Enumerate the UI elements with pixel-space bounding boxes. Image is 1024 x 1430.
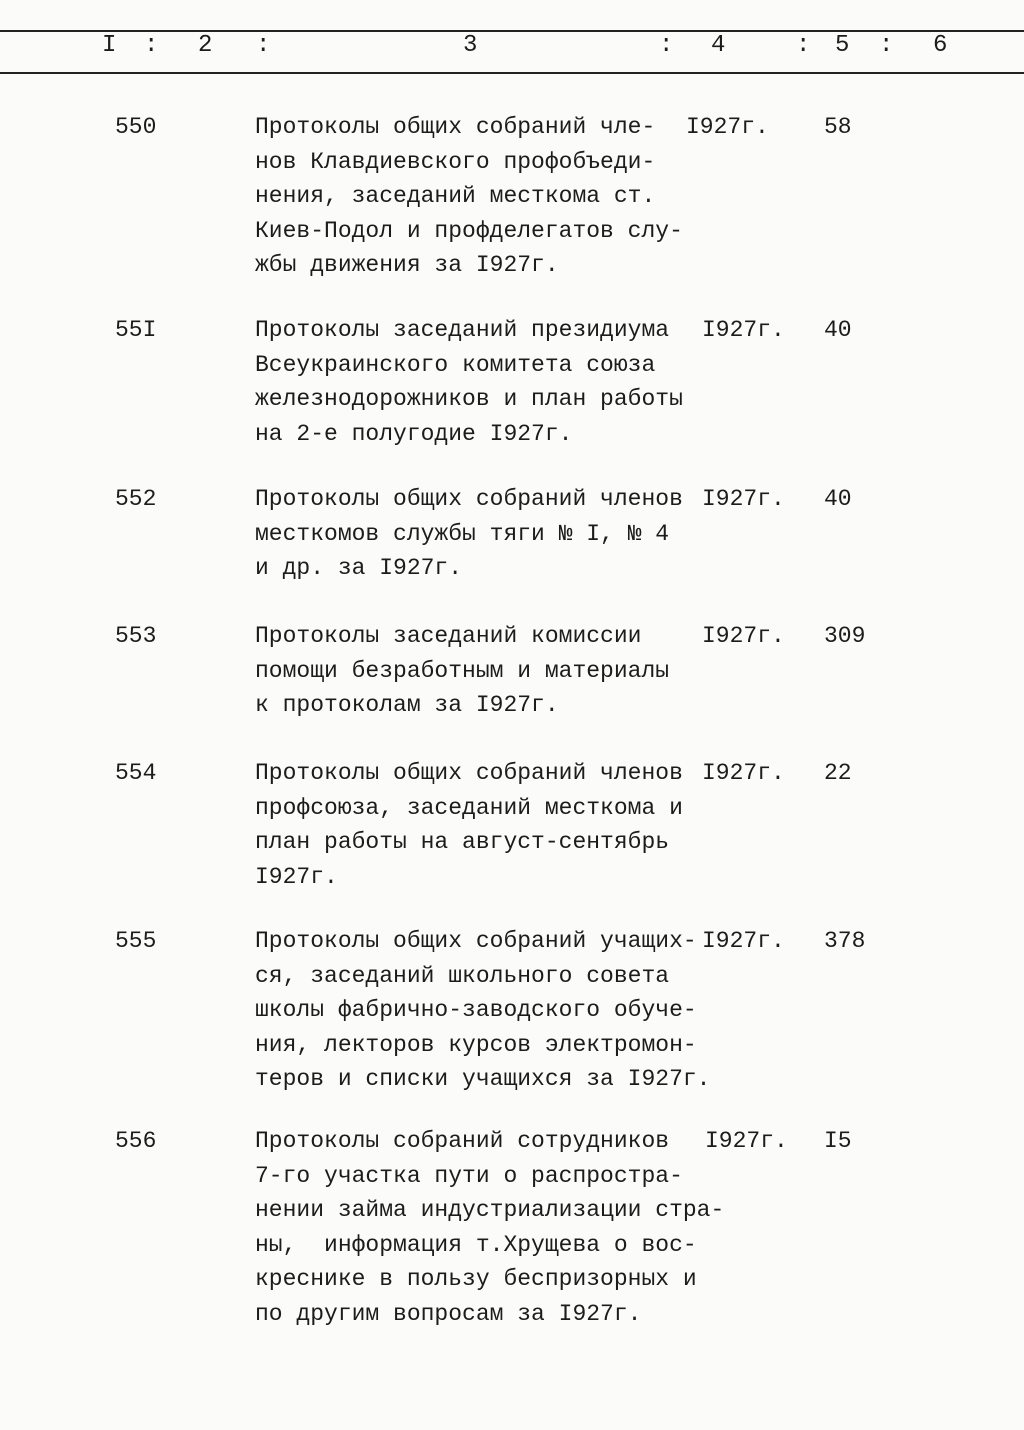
- column-separator: :: [256, 32, 271, 59]
- page-count: 309: [824, 623, 866, 649]
- title-line: помощи безработным и материалы: [255, 657, 670, 684]
- file-dates: I927г.: [702, 317, 785, 343]
- title-line: профсоюза, заседаний месткома и: [255, 794, 683, 821]
- file-dates: I927г.: [702, 928, 785, 954]
- title-line: Всеукраинского комитета союза: [255, 351, 656, 378]
- page-count: 58: [824, 114, 852, 140]
- page-count: 22: [824, 760, 852, 786]
- title-line: нения, заседаний месткома ст.: [255, 183, 656, 209]
- file-title: [255, 619, 669, 723]
- file-dates: I927г.: [686, 114, 769, 140]
- file-number: 553: [115, 623, 157, 649]
- column-separator: :: [879, 32, 894, 59]
- file-dates: I927г.: [702, 486, 785, 512]
- title-line: ны, информация т.Хрущева о вос-: [255, 1231, 697, 1258]
- page-count: I5: [824, 1128, 852, 1154]
- column-separator: :: [144, 32, 159, 59]
- title-line: Киев-Подол и профделегатов слу-: [255, 217, 683, 244]
- file-number: 556: [115, 1128, 157, 1154]
- column-header-5: 5: [835, 32, 850, 59]
- title-line: Протоколы собраний сотрудников: [255, 1128, 670, 1154]
- title-line: Протоколы общих собраний членов: [255, 760, 683, 786]
- file-number: 55I: [115, 317, 157, 343]
- file-number: 552: [115, 486, 157, 512]
- page-count: 40: [824, 317, 852, 343]
- title-line: Протоколы заседаний президиума: [255, 317, 670, 343]
- file-title: [255, 482, 683, 586]
- file-dates: I927г.: [705, 1128, 788, 1154]
- header-bottom-rule: [0, 72, 1024, 74]
- title-line: нов Клавдиевского профобъеди-: [255, 148, 656, 175]
- title-line: железнодорожников и план работы: [255, 386, 683, 412]
- file-dates: I927г.: [702, 623, 785, 649]
- title-line: на 2-е полугодие I927г.: [255, 420, 573, 447]
- title-line: Протоколы общих собраний чле-: [255, 114, 656, 140]
- column-header-1: I: [102, 32, 117, 59]
- title-line: ния, лекторов курсов электромон-: [255, 1031, 697, 1058]
- title-line: Протоколы заседаний комиссии: [255, 623, 642, 649]
- title-line: креснике в пользу беспризорных и: [255, 1266, 697, 1292]
- title-line: теров и списки учащихся за I927г.: [255, 1066, 711, 1092]
- title-line: Протоколы общих собраний учащих-: [255, 928, 697, 954]
- column-header-2: 2: [198, 32, 213, 59]
- title-line: по другим вопросам за I927г.: [255, 1300, 642, 1327]
- file-number: 555: [115, 928, 157, 954]
- title-line: месткомов службы тяги № I, № 4: [255, 520, 670, 547]
- title-line: 7-го участка пути о распростра-: [255, 1162, 683, 1189]
- title-line: нении займа индустриализации стра-: [255, 1197, 725, 1223]
- title-line: и др. за I927г.: [255, 555, 463, 581]
- title-line: ся, заседаний школьного совета: [255, 962, 670, 989]
- title-line: жбы движения за I927г.: [255, 252, 559, 278]
- file-title: [255, 1124, 724, 1331]
- title-line: план работы на август-сентябрь: [255, 829, 670, 855]
- column-header-4: 4: [711, 32, 726, 59]
- title-line: к протоколам за I927г.: [255, 692, 559, 718]
- column-separator: :: [659, 32, 674, 59]
- file-title: [255, 924, 710, 1097]
- file-title: [255, 756, 683, 894]
- page-count: 378: [824, 928, 866, 954]
- column-header-6: 6: [933, 32, 948, 59]
- file-title: [255, 313, 683, 451]
- column-separator: :: [796, 32, 811, 59]
- file-title: [255, 110, 683, 283]
- column-header-3: 3: [463, 32, 478, 59]
- title-line: школы фабрично-заводского обуче-: [255, 997, 697, 1023]
- file-number: 550: [115, 114, 157, 140]
- title-line: I927г.: [255, 863, 338, 890]
- title-line: Протоколы общих собраний членов: [255, 486, 683, 512]
- page-count: 40: [824, 486, 852, 512]
- file-number: 554: [115, 760, 157, 786]
- file-dates: I927г.: [702, 760, 785, 786]
